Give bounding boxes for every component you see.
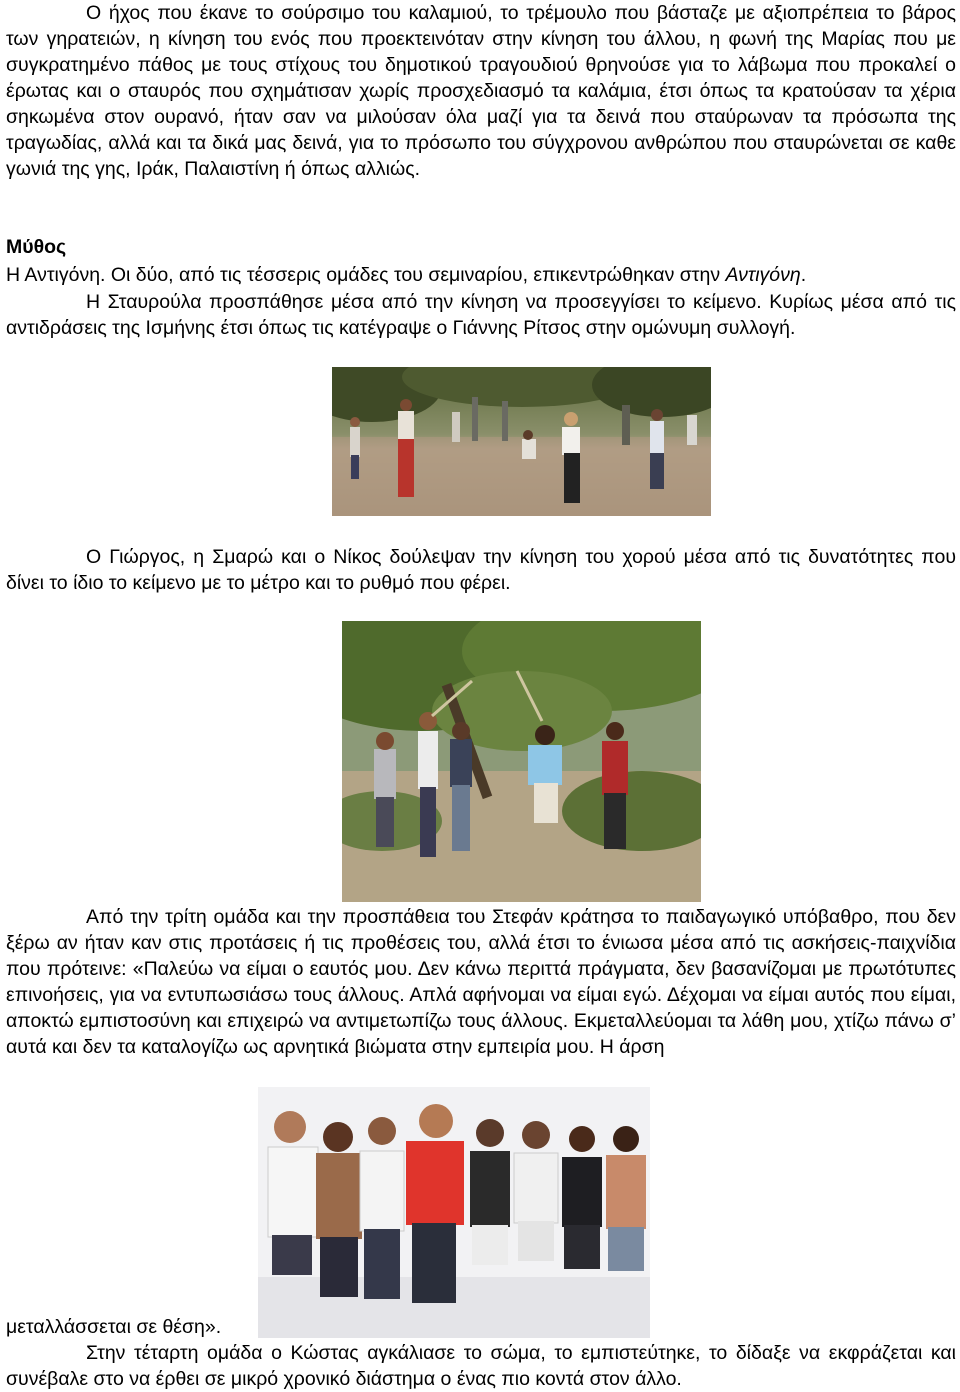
- photo-circle-exercise: [332, 367, 711, 516]
- antigone-intro-text: Η Αντιγόνη. Οι δύο, από τις τέσσερις ομάδες του σεμιναρίου, επικεντρώθηκαν στην: [6, 264, 726, 286]
- antigone-intro-end: .: [800, 264, 807, 286]
- paragraph-stavroula: Η Σταυρούλα προσπάθησε μέσα από την κίνηση να προσεγγίσει το κείμενο. Κυρίως μέσα από τις αντιδράσεις της Ισμήνης έτσι όπως τις κατέγραψε ο Γιάννης Ρίτσος στην ομώνυμη συλλογή.: [6, 291, 956, 339]
- photo-reeds-movement: [342, 621, 701, 902]
- paragraph-sound-of-reeds: Ο ήχος που έκανε το σούρσιμο του καλαμιού, το τρέμουλο που βάσταζε με αξιοπρέπεια το βάρος των γηρατειών, η κίνηση του ενός που προεκτεινόταν στην κίνηση του άλλου, η φωνή της Μαρίας που με συγκρατημένο πάθος με τους στίχους του δημοτικού τραγουδιού θρηνούσε για το λάβωμα που προκαλεί ο έρωτας και ο σταυρός που σχημάτισαν χωρίς προσχεδιασμό τα καλάμια, έτσι όπως τα κρατούσαν τα χέρια σηκωμένα στον ουρανό, ήταν σαν να μιλούσαν όλα μαζί για τα δεινά που σταύρωναν τα πρόσωπα της τραγωδίας, αλλά και τα δικά μας δεινά, για το πρόσωπο του σύγχρονου ανθρώπου που σταυρώνεται σε καθε γωνιά της γης, Ιράκ, Παλαιστίνη ή όπως αλλιώς.: [6, 2, 956, 180]
- paragraph-quote-end: μεταλλάσσεται σε θέση».: [6, 1316, 222, 1338]
- paragraph-chorus-movement: Ο Γιώργος, η Σμαρώ και ο Νίκος δούλεψαν την κίνηση του χορού μέσα από τις δυνατότητες που δίνει το ίδιο το κείμενο με το μέτρο και το ρυθμό που φέρει.: [6, 546, 956, 594]
- paragraph-fourth-group: Στην τέταρτη ομάδα ο Κώστας αγκάλιασε το σώμα, το εμπιστεύτηκε, το δίδαξε να εκφράζεται και συνέβαλε στο να έρθει σε μικρό χρονικό διάστημα ο ένας πιο κοντά στον άλλο.: [6, 1342, 956, 1390]
- section-heading-myth: Μύθος: [6, 236, 67, 258]
- paragraph-antigone-intro: [6, 262, 956, 288]
- antigone-title-italic: Αντιγόνη: [725, 264, 801, 286]
- photo-group-expressions: [258, 1087, 650, 1338]
- paragraph-third-group: Από την τρίτη ομάδα και την προσπάθεια του Στεφάν κράτησα το παιδαγωγικό υπόβαθρο, που δεν ξέρω αν ήταν καν στις προτάσεις ή τις προθέσεις του, αλλά έτσι το ένιωσα μέσα από τις ασκήσεις-παιχνίδια που πρότεινε: «Παλεύω να είμαι ο εαυτός μου. Δεν κάνω περιττά πράγματα, δεν βασανίζομαι με πρωτότυπες επινοήσεις, για να εντυπωσιάσω τους άλλους. Απλά αφήνομαι να είμαι εγώ. Δέχομαι να είμαι αυτός που είμαι, αποκτώ εμπιστοσύνη και επιχειρώ να αντιμετωπίζω τους άλλους. Εκμεταλλεύομαι τα λάθη μου, χτίζω πάνω σ’ αυτά και δεν τα καταλογίζω ως αρνητικά βιώματα στην εμπειρία μου. Η άρση: [6, 906, 956, 1058]
